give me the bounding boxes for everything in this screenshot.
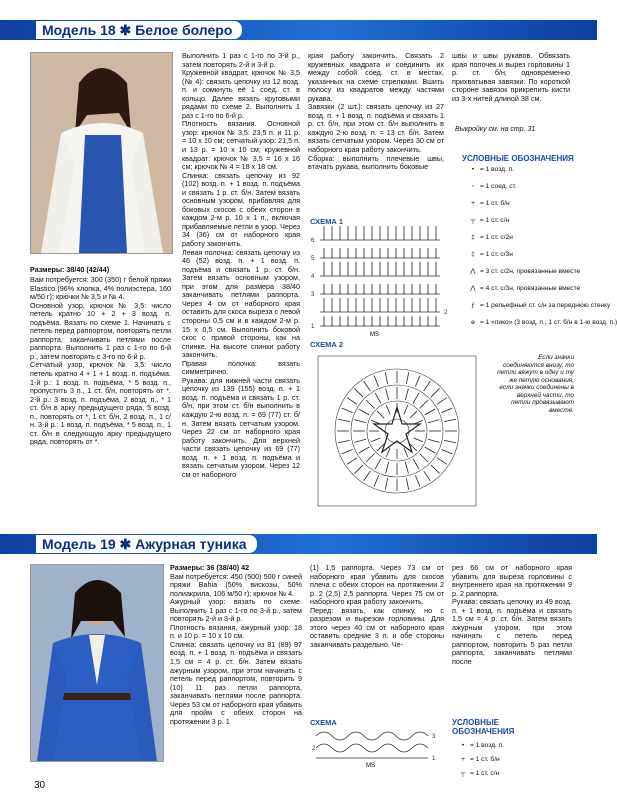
stitch-mark — [406, 372, 408, 384]
model-19-legend-symbol-icon: + — [461, 756, 465, 763]
model-19-text-col2: (1) 1,5 раппорта. Через 73 см от наборного края убавить для скосов плеча с обеих сторон на протяжении 2 р. 2 (2,5) 2,5 раппорта. Через 75 см от наборного края работу закончить. Перед: вязать, как спинку, но с разрезом и вырезом горловины. Для этого через 40 см от наборного края оставить средние 3 п. и обе стороны заканчивать раздельно. Че- — [310, 563, 444, 649]
model-18-legend-text: = 1 ст. с/2н — [480, 234, 513, 241]
model-19-legend-text: = 1 ст. с/н — [470, 770, 500, 777]
model-19-title: Модель 19 ✱ Ажурная туника — [36, 535, 257, 553]
model-18-header-band — [0, 20, 597, 40]
stitch-mark — [424, 381, 431, 391]
model-19-legend-row — [456, 742, 504, 750]
stitch-mark — [354, 420, 366, 423]
scheme-1-row-6: 6 — [311, 238, 315, 244]
model-18-title: Модель 18 ✱ Белое болеро — [36, 21, 242, 39]
scheme-2-label: СХЕМА 2 — [310, 340, 344, 349]
model-18-legend-row — [466, 302, 610, 310]
stitch-mark — [342, 449, 353, 454]
model-19-sizes: Размеры: 36 (38/40) 42 — [170, 563, 250, 572]
model-18-legend-symbol-icon: + — [471, 200, 475, 207]
stitch-mark — [366, 400, 374, 408]
stitch-mark — [437, 398, 447, 405]
model-18-materials: Вам потребуется: 300 (350) г белой пряжи Elastico (96% хлопка, 4% полиэстера, 160 м/50 г); крючки № 3,5 и № 4. — [30, 275, 171, 302]
model-18-legend-row — [466, 319, 617, 327]
model-18-legend-text: = 4 ст. с/3н, провязанные вместе — [480, 285, 581, 292]
stitch-mark — [374, 376, 379, 387]
model-19-text-col1 — [170, 564, 302, 774]
stitch-mark — [425, 447, 435, 453]
model-18-legend-symbol-icon: ⋀ — [470, 285, 476, 292]
model-18-legend-row — [466, 217, 509, 225]
model-19-scheme-ms: MS — [366, 763, 375, 769]
stitch-mark — [364, 381, 371, 391]
model-18-mesh-pattern: Сетчатый узор, крючок № 3,5: число петель кратно 4 + 1 + 1 возд. п. подъёма. 1-й р.: 1 возд. п. подъёма, * 5 возд. п., пропустить 3 п., 1 ст. б/н, повторять от *. 2-й р.: 3 возд. п. подъёма, 2 возд. п., * 1 ст. б/н в арку предыдущего ряда, 5 возд. п., повторять от *, 1 ст. б/н, 2 возд. п., 1 с/н. 3-й р.: 1 возд. п. подъёма, * 5 возд. п., 1 ст. б/н в следующую арку предыдущего ряда, повторять от *. — [30, 360, 171, 447]
model-19-materials: Вам потребуется: 450 (500) 500 г синей пряжи Bahia (50% вискозы, 50% полиакрила, 106 м/50 г); крючок № 4. — [170, 571, 302, 598]
stitch-mark — [415, 376, 420, 387]
model-18-legend-symbol-icon: ⋀ — [470, 268, 476, 275]
stitch-mark — [359, 409, 369, 415]
scheme-1-diagram — [310, 228, 450, 338]
stitch-mark — [414, 438, 423, 442]
stitch-mark — [375, 393, 381, 403]
stitch-mark — [428, 439, 440, 442]
model-18-text-col4: швы и швы рукавов. Обвязать края полочек и вырез горловины 1 р. ст. б/н, одновременно прихватывая завязки. По короткой стороне завязок прикрепить кисти из 3-х нитей длиной 38 см. — [452, 51, 570, 103]
stitch-mark — [441, 408, 452, 413]
stitch-mark — [425, 409, 435, 415]
model-19-legend-symbol-icon: ┬ — [460, 770, 466, 777]
scheme-1-row-5: 5 — [311, 256, 315, 262]
model-18-legend-symbol-icon: ◦ — [471, 183, 475, 190]
model-19-text-col3: рез 66 см от наборного края убавить для выреза горловины с внутреннего края на протяжении 9 р. 2 раппорта. Рукава: связать цепочку из 49 возд. п. + 1 возд. п. подъёма и связать 1,5 см = 4 р. ст. б/н. Затем вязать ажурным узором, при этом начинать с петель перед раппортом, повторить 5 раз петли раппорта, заканчивать петлями после — [452, 563, 572, 667]
model-19-scheme-row-1: 1 — [432, 756, 436, 762]
model-19-gauge: Плотность вязания, ажурный узор: 18 п. и 10 р. = 10 х 10 см. — [170, 622, 302, 641]
stitch-mark — [437, 458, 447, 465]
scheme-1-row-2: 2 — [444, 310, 448, 316]
scheme-1-row-4: 4 — [311, 274, 315, 280]
model-18-legend-text: = 1 соед. ст. — [480, 183, 517, 190]
model-19-scheme-diagram — [312, 728, 442, 768]
stitch-mark — [385, 372, 387, 384]
model-18-legend-text: = 1 возд. п. — [480, 166, 514, 173]
model-18-legend-text: = 3 ст. с/2н, провязанные вместе — [480, 268, 581, 275]
stitch-mark — [354, 439, 366, 442]
model-18-photo-illustration — [31, 53, 172, 253]
scheme-2-star — [374, 407, 420, 452]
model-18-legend-text: = 1 «пико» (3 возд. п., 1 ст. б/н в 1-ю возд. п.) — [480, 319, 617, 326]
scheme-2-diagram — [312, 352, 490, 512]
model-18-size-line: Размеры: 38/40 (42/44) — [30, 265, 110, 274]
model-19-legend-row — [456, 770, 499, 778]
model-19-legend-symbol-icon: • — [461, 742, 465, 749]
model-19-back: Спинка: связать цепочку из 81 (89) 97 возд. п. + 1 возд. п. подъёма и связать 1,5 см = 4 р. ст. б/н. Затем вязать ажурным узором, при этом начинать с петель перед раппортом, повторить 9 (10) 11 раз петли раппорта, заканчивать петлями после раппорта. Через 53 см от наборного края убавить для пройм с обеих сторон на протяжении 3 р. 1 — [170, 639, 302, 726]
model-18-legend-row — [466, 285, 580, 293]
model-19-scheme-row-2: 2 — [312, 746, 316, 752]
model-18-photo — [30, 52, 173, 254]
model-19-header-band — [0, 534, 597, 554]
stitch-mark — [375, 459, 381, 469]
stitch-mark — [406, 478, 408, 490]
model-18-legend-text: = 1 рельефный ст. с/н за переднюю стенку — [480, 302, 611, 309]
model-18-legend-title: УСЛОВНЫЕ ОБОЗНАЧЕНИЯ — [462, 154, 574, 163]
stitch-mark — [355, 465, 363, 473]
model-18-legend-text: = 1 ст. с/3н — [480, 251, 513, 258]
stitch-mark — [420, 400, 428, 408]
stitch-mark — [431, 465, 439, 473]
stitch-mark — [347, 398, 357, 405]
model-19-legend-text: = 1 возд. п. — [470, 742, 504, 749]
model-18-legend-symbol-icon: ƒ — [471, 302, 475, 309]
stitch-mark — [355, 389, 363, 397]
model-19-scheme-label: СХЕМА — [310, 718, 337, 727]
model-18-legend-text: = 1 ст. б/н — [480, 200, 510, 207]
stitch-mark — [386, 388, 389, 400]
model-19-lace-pattern: Ажурный узор: вязать по схеме. Выполнить 1 раз с 1-го по 3-й р., затем повторять 2-й и 3-й р. — [170, 597, 302, 624]
stitch-mark — [338, 440, 350, 442]
stitch-mark — [385, 478, 387, 490]
model-18-legend-row — [466, 251, 513, 259]
model-18-legend-symbol-icon: ┬ — [470, 217, 476, 224]
stitch-mark — [431, 389, 439, 397]
model-18-text-col1 — [30, 276, 171, 516]
model-19-legend-title: УСЛОВНЫЕ ОБОЗНАЧЕНИЯ — [452, 718, 515, 736]
page-number: 30 — [34, 780, 46, 791]
stitch-mark — [347, 458, 357, 465]
scheme-1-label: СХЕМА 1 — [310, 217, 344, 226]
model-18-legend-symbol-icon: ɵ — [471, 319, 475, 326]
stitch-mark — [342, 408, 353, 413]
model-18-main-pattern: Основной узор, крючок № 3,5: число петель кратно 10 + 2 + 3 возд. п. подъёма. Вязать по схеме 1. Начинать с петель перед раппортом, повторять петли раппорта, заканчивать петлями после раппорта. Выполнить 1 раз с 1-го по 6-й р., затем повторять с 3-го по 6-й р. — [30, 300, 171, 361]
stitch-mark — [428, 420, 440, 423]
model-18-legend-text: = 1 ст. с/н — [480, 217, 510, 224]
stitch-mark — [405, 388, 408, 400]
model-18-legend-row — [466, 183, 517, 191]
stitch-mark — [386, 405, 390, 414]
stitch-mark — [420, 454, 428, 462]
stitch-mark — [413, 393, 419, 403]
scheme-1-row-1: 1 — [311, 324, 315, 330]
stitch-mark — [410, 411, 417, 418]
model-19-legend-row — [456, 756, 500, 764]
model-19-photo-illustration — [31, 565, 163, 761]
stitch-mark — [359, 447, 369, 453]
model-18-legend-row — [466, 200, 510, 208]
model-18-legend-row — [466, 268, 580, 276]
stitch-mark — [364, 471, 371, 481]
stitch-mark — [424, 471, 431, 481]
scheme-1-row-3: 3 — [311, 292, 315, 298]
model-19-scheme-row-3: 3 — [432, 734, 436, 740]
stitch-mark — [415, 475, 420, 486]
model-18-legend-row — [466, 234, 513, 242]
stitch-mark — [374, 475, 379, 486]
stitch-mark — [366, 454, 374, 462]
model-18-legend-symbol-icon: ‡ — [471, 234, 475, 241]
model-19-photo — [30, 564, 164, 762]
model-18-note: Если значки соединяются внизу, то петли вяжут в одну и ту же петлю основания, если значки соединены в верхней части, то петли провязывают вместе. — [497, 354, 574, 414]
stitch-mark — [441, 449, 452, 454]
stitch-mark — [377, 411, 384, 418]
pattern-page-reference: Выкройку см. на стр. 31 — [455, 126, 536, 133]
stitch-mark — [444, 419, 456, 421]
model-18-legend-symbol-icon: • — [471, 166, 475, 173]
stitch-mark — [371, 438, 380, 442]
model-18-text-col2: Выполнить 1 раз с 1-го по 3-й р., затем повторять 2-й и 3-й р. Кружевной квадрат, крючок № 3,5 (№ 4): связать цепочку из 12 возд. п. и сомкнуть её 1 соед. ст. в кольцо. Далее вязать круговыми рядами по схеме 2. Выполнить 1 раз с 1-го по 6-й р. Плотность вязания. Основной узор: крючок № 3,5: 23,5 п. и 11 р. = 10 х 10 см; сетчатый узор: 21,5 п. и 13 р. = 10 х 10 см; кружевной квадрат: крючок № 3,5 = 16 х 16 см; крючок № 4 = 18 х 18 см. Спинка: связать цепочку из 92 (102) возд. п. + 1 возд. п. подъёма и связать 1 р. ст. б/н. Затем вязать основным узором, прибавляя для боковых скосов с обеих сторон в каждом 2-м р. 10 х 1 п., включая прибавляемые петли в узор. Через 34 (36) см от наборного края работу закончить. Левая полочка: связать цепочку из 46 (52) возд. п. + 1 возд. п. подъёма и связать 1 р. ст. б/н. Затем вязать основным узором, при этом для размера 38/40 заканчивать петлями раппорта. Через 4 см от наборного края оставить для скоса выреза с левой стороны 0,5 см и в каждом 2-м р. 15 х 0,5 см. Выполнить боковой скос с правой стороны, как на спинке. На высоте спинки работу закончить. Правая полочка: вязать симметрично. Рукава: для нижней части связать цепочку из 139 (155) возд. п. + 1 возд. п. подъёма и связать 1 р. ст. б/н, при этом ст. б/н выполнить в каждую 2-ю возд. п. = 69 (77) ст. б/н. Затем вязать сетчатым узором. Через 22 см от наборного края работу закончить. Для верхней части связать цепочку из 69 (77) возд. п. + 1 возд. п. подъёма и вязать сетчатым узором. Через 12 см от наборного — [182, 51, 300, 479]
model-18-legend-symbol-icon: ‡ — [471, 251, 475, 258]
stitch-mark — [404, 405, 408, 414]
scheme-1-ms: MS — [370, 332, 379, 338]
stitch-mark — [444, 440, 456, 442]
stitch-mark — [338, 419, 350, 421]
stitch-mark — [405, 462, 408, 474]
model-18-text-col3: края работу закончить. Связать 2 кружевных квадрата и соединить их между собой соед. ст. в местах, указанных на схеме стрелками. Вшить полосу из квадратов между частями рукава. Завязки (2 шт.): связать цепочку из 27 возд. п. + 1 возд. п. подъёма и связать 1 р. ст. б/н, при этом ст. б/н выполнить в каждую 2-ю возд. п. = 13 ст. б/н. Затем вязать сетчатым узором. Через 30 см от наборного края работу закончить. Сборка: выполнить плечевые швы, втачать рукава, выполнить боковые — [308, 51, 444, 172]
stitch-mark — [413, 459, 419, 469]
model-19-legend-text: = 1 ст. б/н — [470, 756, 500, 763]
model-18-legend-row — [466, 166, 514, 174]
stitch-mark — [386, 462, 389, 474]
